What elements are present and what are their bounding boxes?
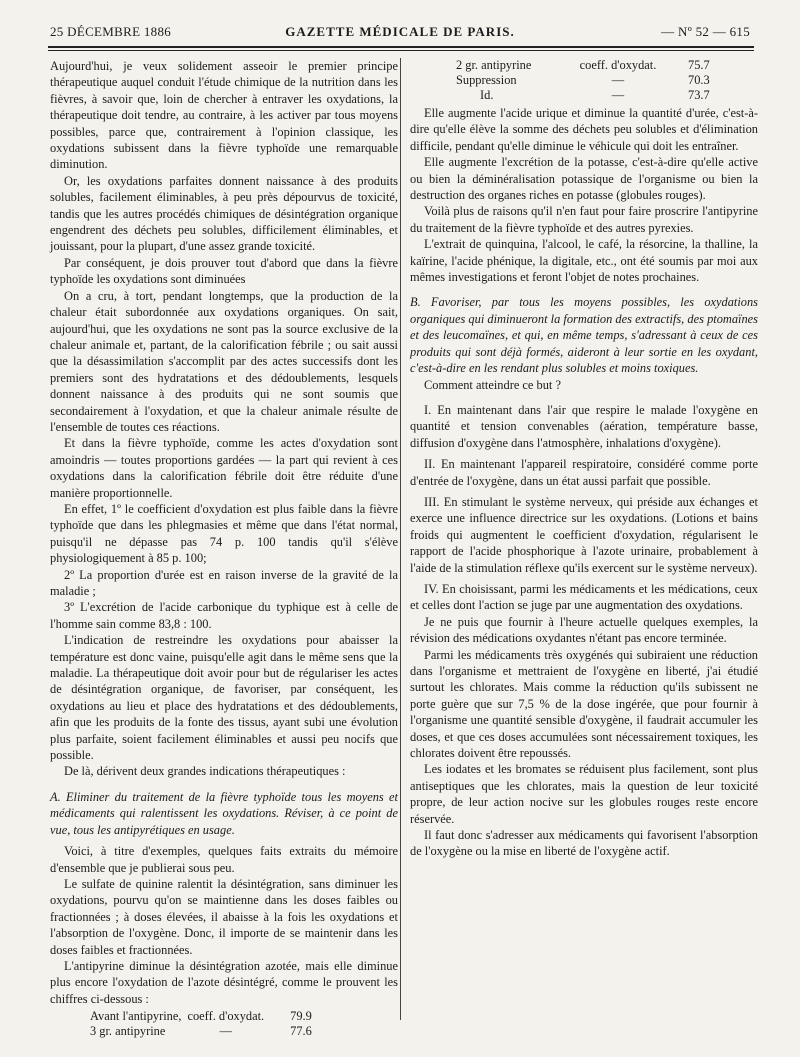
indication-a: [50, 789, 398, 838]
issue-date: 25 DÉCEMBRE 1886: [50, 24, 172, 39]
paragraph: On a cru, à tort, pendant longtemps, que la production de la chaleur était subordonnée aux oxydations organiques. On sait, aujourd'hui, que les oxydations ne sont pas la source exclusive de la chaleur animale et, partant, de la calorification fébrile ; ou sait aussi que la désassimilation s'accomplit par des actes successifs dont les premiers sont des hydratations et des dédoublements, lesquels donnent naissance à des produits qui ne sont soumis que secondairement à l'oxydation, et que la chaleur animale résulte de l'ensemble de toutes ces réactions.: [50, 288, 398, 434]
header-rule-thin: [48, 50, 754, 51]
left-column: [50, 58, 398, 1039]
table-row: [456, 58, 716, 73]
paragraph: 2º La proportion d'urée est en raison inverse de la gravité de la maladie ;: [50, 567, 398, 598]
paragraph: Voilà plus de raisons qu'il n'en faut pour faire proscrire l'antipyrine du traitement de la fièvre typhoïde et des autres pyrexies.: [410, 204, 758, 235]
journal-title: GAZETTE MÉDICALE DE PARIS.: [285, 24, 515, 39]
indication-b-text: B. Favoriser, par tous les moyens possibles, les oxydations organiques qui diminueront la formation des extractifs, des ptomaïnes et des leucomaïnes, et qui, en même temps, s'adressant à ceux de ces produits qui sont déjà formés, aideront à leur sortie en les oxydant, c'est-à-dire en les rendant plus solubles et moins toxiques.: [410, 295, 758, 376]
paragraph: Parmi les médicaments très oxygénés qui subiraient une réduction dans l'organisme et mettraient de l'oxygène en liberté, j'ai étudié surtout les chlorates. Mais comme la réduction qu'ils subissent ne porte guère que sur 7,5 % de la dose ingérée, que pour fournir à l'organisme une quantité sensible d'oxygène, il faudrait accumuler les doses, et que ces doses accumulées sont nécessairement toxiques, les chlorates doivent être repoussés.: [410, 647, 758, 761]
header-rule: [48, 46, 754, 48]
indication-a-text: A. Eliminer du traitement de la fièvre typhoïde tous les moyens et médicaments qui ralentissent les oxydations. Réviser, à ce point de vue, tous les antipyrétiques en usage.: [50, 789, 398, 837]
method-2: II. En maintenant l'appareil respiratoire, considéré comme porte d'entrée de l'oxygène, dans un état aussi parfait que possible.: [410, 457, 758, 488]
method-1: I. En maintenant dans l'air que respire le malade l'oxygène en quantité et tension convenables (aération, température basse, diffusion d'oxygène dans l'atmosphère, inhalations d'oxygène).: [410, 402, 758, 450]
indication-b: [410, 294, 758, 376]
table-row: [456, 73, 716, 88]
table-cell: coeff. d'oxydat.: [187, 1009, 265, 1024]
paragraph: Et dans la fièvre typhoïde, comme les actes d'oxydation sont amoindris — toutes proportions gardées — la part qui revient à ces oxydations dans la calorification fébrile doit être réduite d'une manière proportionnelle.: [50, 436, 398, 500]
table-cell: —: [611, 88, 625, 102]
issue-page-number: — Nº 52 — 615: [661, 24, 750, 39]
table-cell: 70.3: [688, 73, 710, 87]
oxidation-table-right: [456, 58, 716, 103]
table-cell: Suppression: [456, 73, 517, 87]
paragraph: Le sulfate de quinine ralentit la désintégration, sans diminuer les oxydations, pourvu qu'on se maintienne dans les doses faibles ou fractionnées ; à doses élevées, il abaisse à la fois les oxydations et l'absorption de l'oxygène. Donc, il importe de se maintenir dans les doses faibles et fractionnées.: [50, 876, 398, 957]
table-cell: Id.: [480, 88, 494, 102]
paragraph: Aujourd'hui, je veux solidement asseoir le premier principe thérapeutique auquel conduit l'étude chimique de la nutrition dans les fièvres, à savoir que, loin de chercher à entraver les oxydations, la thérapeutique doit tendre, au contraire, à les activer par tous moyens possibles, parce que, contrairement à l'opinion classique, les oxydations subissent dans la fièvre typhoïde une remarquable diminution.: [50, 59, 398, 172]
table-cell: 2 gr. antipyrine: [456, 58, 532, 72]
page-header: [50, 24, 750, 44]
method-3: III. En stimulant le système nerveux, qui préside aux échanges et exerce une influence directrice sur les oxydations. (Lotions et bains froids qui augmentent le coefficient d'oxydation, régularisent le rapport de l'acide phosphorique à l'azote urinaire, probablement à l'aide de la stimulation réflexe qu'ils exercent sur le système nerveux).: [410, 494, 758, 575]
right-column: [410, 58, 758, 860]
paragraph: De là, dérivent deux grandes indications thérapeutiques :: [64, 764, 346, 779]
table-cell: 3 gr. antipyrine: [90, 1024, 166, 1039]
table-cell: coeff. d'oxydat.: [579, 58, 657, 72]
table-cell: 77.6: [290, 1024, 312, 1039]
paragraph: L'antipyrine diminue la désintégration azotée, mais elle diminue plus encore l'oxydation de l'azote désintégré, comme le prouvent les chiffres ci-dessous :: [50, 958, 398, 1006]
paragraph: Il faut donc s'adresser aux médicaments qui favorisent l'absorption de l'oxygène ou la mise en liberté de l'oxygène actif.: [410, 828, 758, 859]
table-cell: 79.9: [290, 1009, 312, 1024]
table-cell: 75.7: [688, 58, 710, 72]
paragraph: Elle augmente l'acide urique et diminue la quantité d'urée, c'est-à-dire qu'elle élève la somme des déchets peu solubles et d'élimination difficile, pendant qu'elle diminue le véhicule qui doit les entraîner.: [410, 106, 758, 153]
column-divider: [400, 58, 401, 1020]
oxidation-table-left: [90, 1009, 318, 1039]
paragraph: L'indication de restreindre les oxydations pour abaisser la température est donc vaine, puisqu'elle agit dans le même sens que la maladie. La thérapeutique doit avoir pour but de régulariser les actes de désintégration organique, de favoriser, par conséquent, les oxydations au lieu et place des hydratations et des dédoublements, afin que les produits de la fonte des tissus, ayant subi une évolution plus parfaite, soient facilement éliminables et aussi peu nocifs que possible.: [50, 633, 398, 763]
table-row: [90, 1009, 318, 1024]
paragraph: Voici, à titre d'exemples, quelques faits extraits du mémoire d'ensemble que je publierai sous peu.: [50, 844, 398, 875]
paragraph: Comment atteindre ce but ?: [424, 377, 561, 392]
table-row: [456, 88, 716, 103]
table-row: [90, 1024, 318, 1039]
table-cell: Avant l'antipyrine,: [90, 1009, 182, 1024]
table-cell: 73.7: [688, 88, 710, 102]
paragraph: Je ne puis que fournir à l'heure actuelle quelques exemples, la révision des médications oxydantes n'étant pas encore terminée.: [410, 614, 758, 646]
paragraph: En effet, 1º le coefficient d'oxydation est plus faible dans la fièvre typhoïde que dans les phlegmasies et même que dans l'état normal, puisqu'il ne dépasse pas 74 p. 100 tandis qu'il s'élève physiologiquement à 85 p. 100;: [50, 501, 398, 566]
paragraph: Par conséquent, je dois prouver tout d'abord que dans la fièvre typhoïde les oxydations sont diminuées: [50, 255, 398, 287]
table-cell: —: [611, 73, 625, 87]
paragraph: 3º L'excrétion de l'acide carbonique du typhique est à celle de l'homme sain comme 83,8 : 100.: [50, 600, 398, 631]
paragraph: Or, les oxydations parfaites donnent naissance à des produits solubles, facilement éliminables, à peu près dépourvus de toxicité, tandis que les autres procédés chimiques de désintégration organique engendrent des déchets peu solubles, difficilement éliminables, et jouissant, pour la plupart, d'une assez grande toxicité.: [50, 173, 398, 254]
paragraph: L'extrait de quinquina, l'alcool, le café, la résorcine, la thalline, la kaïrine, l'acide phénique, la digitale, etc., ont été soumis par moi aux mêmes investigations et feront l'objet de notes prochaines.: [410, 237, 758, 285]
method-4: IV. En choisissant, parmi les médicaments et les médications, ceux et celles dont l'action se juge par une augmentation des oxydations.: [410, 581, 758, 613]
table-cell: —: [219, 1024, 232, 1039]
paragraph: Elle augmente l'excrétion de la potasse, c'est-à-dire qu'elle active ou bien la déminéralisation potassique de l'organisme ou bien la destruction des organes riches en potasse (globules rouges).: [410, 155, 758, 203]
paragraph: Les iodates et les bromates se réduisent plus facilement, sont plus antiseptiques que les chlorates, mais la question de leur toxicité propre, de leur action nocive sur les globules rouges reste encore réservée.: [410, 762, 758, 826]
